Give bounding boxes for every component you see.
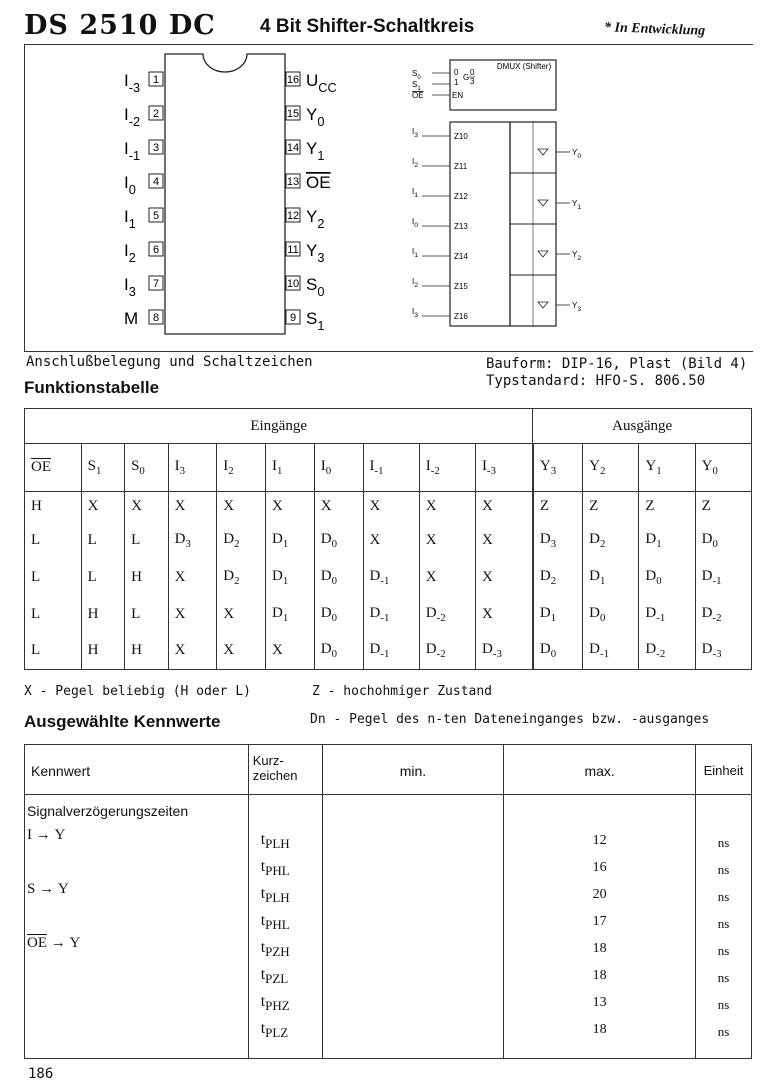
pin-number: 2	[152, 108, 160, 120]
table-row	[25, 492, 752, 522]
column-header: $\overline{OE}$	[25, 444, 82, 492]
col-max: max.	[504, 745, 696, 795]
column-header: $S_0$	[125, 444, 168, 492]
pin-label: $Y_2$	[306, 207, 325, 231]
legend-x: X - Pegel beliebig (H oder L)	[24, 684, 251, 699]
table-cell: L	[25, 596, 82, 633]
table-cell: X	[266, 633, 315, 670]
col-kurzzeichen: Kurz-zeichen	[248, 745, 322, 795]
output-label: $Y_1$	[572, 199, 582, 212]
table-cell: L	[125, 596, 168, 633]
column-header: $I_1$	[266, 444, 315, 492]
z-label: Z10	[454, 132, 468, 141]
unit-value: ns	[717, 1024, 730, 1039]
unit-value: ns	[717, 970, 730, 985]
pin-number: 13	[286, 176, 300, 188]
en-label: EN	[452, 91, 464, 100]
max-value: 17	[592, 914, 607, 929]
pin-label: M	[124, 309, 139, 328]
data-input-label: $I_2$	[412, 277, 418, 290]
table-cell: $D_{-1}$	[695, 559, 751, 596]
symbol-text: $t_{PLH}$	[260, 885, 290, 906]
z-label: Z11	[454, 162, 468, 171]
column-header: $I_2$	[217, 444, 266, 492]
type-standard: Typstandard: HFO-S. 806.50	[486, 373, 706, 389]
table-cell: H	[25, 492, 82, 522]
min-cell	[322, 795, 504, 1059]
dip-package-outline	[165, 54, 285, 334]
z-label: Z12	[454, 192, 468, 201]
function-table-heading: Funktionstabelle	[24, 378, 160, 397]
document-subtitle: 4 Bit Shifter-Schaltkreis	[260, 16, 475, 37]
kennwerte-table	[24, 744, 752, 1059]
pin-label: $I_{-3}$	[124, 71, 141, 95]
table-cell: $D_0$	[695, 522, 751, 559]
col-einheit: Einheit	[696, 745, 752, 795]
table-cell: L	[25, 559, 82, 596]
table-cell: $D_0$	[314, 522, 363, 559]
control-block-label: DMUX (Shifter)	[496, 62, 552, 71]
unit-value: ns	[717, 943, 730, 958]
data-input-label: $I_2$	[412, 157, 418, 170]
table-cell: X	[81, 492, 124, 522]
control-input-label: OE	[412, 91, 424, 100]
table-cell: $D_1$	[266, 522, 315, 559]
table-cell: $D_0$	[314, 633, 363, 670]
table-cell: L	[81, 559, 124, 596]
signal-label: $\overline{OE} \to Y$	[27, 935, 81, 951]
symbol-text: $t_{PHL}$	[260, 858, 290, 879]
table-cell: H	[125, 633, 168, 670]
table-cell: $D_1$	[266, 559, 315, 596]
table-cell: $D_0$	[314, 596, 363, 633]
figure-caption: Anschlußbelegung und Schaltzeichen	[26, 354, 313, 370]
pin-number: 14	[286, 142, 300, 154]
table-cell: $D_{-1}$	[583, 633, 639, 670]
symbol-cell	[248, 795, 322, 1059]
table-cell: X	[168, 633, 217, 670]
max-value: 13	[592, 995, 607, 1010]
package-info: Bauform: DIP-16, Plast (Bild 4)	[486, 356, 748, 372]
table-cell: L	[125, 522, 168, 559]
pin-label: $I_2$	[124, 241, 136, 265]
table-cell: $D_{-2}$	[419, 596, 475, 633]
pin-number: 16	[286, 74, 300, 86]
output-label: $Y_3$	[572, 301, 582, 314]
table-cell: X	[125, 492, 168, 522]
table-cell: $D_0$	[314, 559, 363, 596]
table-cell: $D_{-1}$	[363, 633, 419, 670]
column-header: $Y_0$	[695, 444, 751, 492]
outputs-group-header: Ausgänge	[533, 409, 752, 444]
max-value: 16	[592, 860, 607, 875]
data-input-label: $I_3$	[412, 127, 418, 140]
table-cell: X	[419, 492, 475, 522]
symbol-text: $t_{PLH}$	[260, 831, 290, 852]
signal-label: S → Y	[27, 881, 69, 897]
table-cell: $D_1$	[583, 559, 639, 596]
control-input-label: $S_0$	[412, 69, 421, 81]
symbol-text: $t_{PZL}$	[260, 966, 289, 987]
column-header: $I_{-3}$	[476, 444, 533, 492]
table-cell: L	[81, 522, 124, 559]
table-cell: X	[476, 522, 533, 559]
kennwerte-heading: Ausgewählte Kennwerte	[24, 712, 221, 731]
column-header: $Y_3$	[533, 444, 583, 492]
pin-label: $I_3$	[124, 275, 136, 299]
table-cell: X	[476, 596, 533, 633]
table-cell: $D_3$	[533, 522, 583, 559]
pin-label: $S_1$	[306, 309, 325, 333]
table-cell: X	[217, 492, 266, 522]
document-title: DS 2510 DC	[24, 10, 216, 41]
pin-label: $Y_3$	[306, 241, 325, 265]
table-cell: $D_2$	[533, 559, 583, 596]
table-cell: $D_2$	[217, 559, 266, 596]
pin-number: 5	[152, 210, 160, 222]
output-label: $Y_2$	[572, 250, 582, 263]
pin-label: $U_{CC}$	[306, 71, 337, 95]
table-cell: L	[25, 522, 82, 559]
pin-label: $I_{-2}$	[124, 105, 141, 129]
table-cell: $D_1$	[639, 522, 695, 559]
pin-number: 9	[289, 312, 297, 324]
kennwert-cell	[25, 795, 249, 1059]
shifter-logic-symbol	[408, 58, 588, 333]
table-cell: X	[476, 492, 533, 522]
page-number: 186	[28, 1066, 54, 1082]
table-cell: X	[476, 559, 533, 596]
table-cell: $D_{-1}$	[363, 596, 419, 633]
table-cell: L	[25, 633, 82, 670]
max-value: 20	[592, 887, 607, 902]
table-cell: X	[168, 559, 217, 596]
table-cell: X	[419, 522, 475, 559]
table-cell: $D_{-3}$	[695, 633, 751, 670]
table-cell: $D_2$	[583, 522, 639, 559]
unit-value: ns	[717, 916, 730, 931]
status-note: * In Entwicklung	[603, 20, 706, 39]
pin-number: 7	[152, 278, 160, 290]
table-cell: X	[266, 492, 315, 522]
control-input-label: $S_1$	[412, 80, 421, 92]
pin-label: $I_1$	[124, 207, 136, 231]
z-label: Z14	[454, 252, 468, 261]
pin-number: 10	[286, 278, 300, 290]
unit-value: ns	[717, 997, 730, 1012]
table-cell: $D_{-2}$	[419, 633, 475, 670]
table-cell: Z	[533, 492, 583, 522]
max-value: 18	[592, 1022, 607, 1037]
max-value: 12	[592, 833, 607, 848]
pin-label: $Y_1$	[306, 139, 325, 163]
table-cell: Z	[639, 492, 695, 522]
table-row	[25, 633, 752, 670]
table-cell: $D_0$	[533, 633, 583, 670]
unit-value: ns	[717, 862, 730, 877]
table-cell: X	[363, 522, 419, 559]
pin-label: OE	[306, 173, 331, 192]
table-cell: $D_{-1}$	[363, 559, 419, 596]
pin-number: 4	[152, 176, 160, 188]
column-header: $I_0$	[314, 444, 363, 492]
pin-number: 3	[152, 142, 160, 154]
unit-value: ns	[717, 889, 730, 904]
z-label: Z16	[454, 312, 468, 321]
table-row	[25, 522, 752, 559]
ctrl-1: 1	[454, 78, 459, 87]
unit-value: ns	[717, 835, 730, 850]
col-min: min.	[322, 745, 504, 795]
z-label: Z13	[454, 222, 468, 231]
pin-number: 1	[152, 74, 160, 86]
max-value: 18	[592, 968, 607, 983]
pin-label: $I_{-1}$	[124, 139, 141, 163]
table-cell: $D_{-1}$	[639, 596, 695, 633]
table-row	[25, 596, 752, 633]
table-cell: H	[81, 633, 124, 670]
pin-number: 11	[287, 244, 299, 256]
inputs-group-header: Eingänge	[25, 409, 533, 444]
table-cell: $D_3$	[168, 522, 217, 559]
table-cell: $D_0$	[639, 559, 695, 596]
pin-number: 15	[286, 108, 300, 120]
pin-number: 6	[152, 244, 160, 256]
max-value: 18	[592, 941, 607, 956]
table-cell: $D_{-2}$	[695, 596, 751, 633]
ctrl-g: G	[463, 73, 470, 82]
legend-z: Z - hochohmiger Zustand	[312, 684, 493, 699]
table-cell: Z	[695, 492, 751, 522]
table-cell: $D_{-2}$	[639, 633, 695, 670]
data-input-label: $I_0$	[412, 217, 418, 230]
pin-label: $Y_0$	[306, 105, 325, 129]
table-cell: X	[363, 492, 419, 522]
table-cell: H	[81, 596, 124, 633]
table-cell: H	[125, 559, 168, 596]
output-label: $Y_0$	[572, 148, 582, 161]
symbol-text: $t_{PHL}$	[260, 912, 290, 933]
legend-dn: Dn - Pegel des n-ten Dateneinganges bzw. -ausganges	[310, 712, 710, 727]
table-cell: X	[217, 596, 266, 633]
column-header: $Y_1$	[639, 444, 695, 492]
table-row	[25, 559, 752, 596]
table-cell: X	[419, 559, 475, 596]
table-cell: $D_0$	[583, 596, 639, 633]
column-header: $I_3$	[168, 444, 217, 492]
data-input-label: $I_1$	[412, 187, 418, 200]
table-cell: $D_2$	[217, 522, 266, 559]
dip16-pinout-diagram	[110, 50, 370, 340]
symbol-text: $t_{PZH}$	[260, 939, 290, 960]
ctrl-frac-top: 0	[470, 68, 475, 77]
z-label: Z15	[454, 282, 468, 291]
table-cell: X	[314, 492, 363, 522]
ctrl-frac-bottom: 3	[470, 77, 475, 86]
pin-number: 8	[152, 312, 160, 324]
table-cell: X	[168, 492, 217, 522]
table-cell: Z	[583, 492, 639, 522]
table-cell: $D_1$	[266, 596, 315, 633]
column-header: $Y_2$	[583, 444, 639, 492]
column-header: $I_{-2}$	[419, 444, 475, 492]
pin-label: $I_0$	[124, 173, 136, 197]
data-input-label: $I_1$	[412, 247, 418, 260]
column-header: $S_1$	[81, 444, 124, 492]
table-cell: $D_1$	[533, 596, 583, 633]
pin-label: $S_0$	[306, 275, 325, 299]
unit-cell	[696, 795, 752, 1059]
pin-number: 12	[286, 210, 300, 222]
column-header: $I_{-1}$	[363, 444, 419, 492]
function-table	[24, 408, 752, 670]
max-cell	[504, 795, 696, 1059]
table-cell: $D_{-3}$	[476, 633, 533, 670]
col-kennwert: Kennwert	[25, 745, 249, 795]
ctrl-0: 0	[454, 68, 459, 77]
group-label: Signalverzögerungszeiten	[27, 803, 189, 819]
data-input-label: $I_3$	[412, 307, 418, 320]
signal-label: I → Y	[27, 827, 66, 843]
table-cell: X	[217, 633, 266, 670]
symbol-text: $t_{PLZ}$	[260, 1020, 289, 1041]
table-cell: X	[168, 596, 217, 633]
symbol-text: $t_{PHZ}$	[260, 993, 290, 1014]
